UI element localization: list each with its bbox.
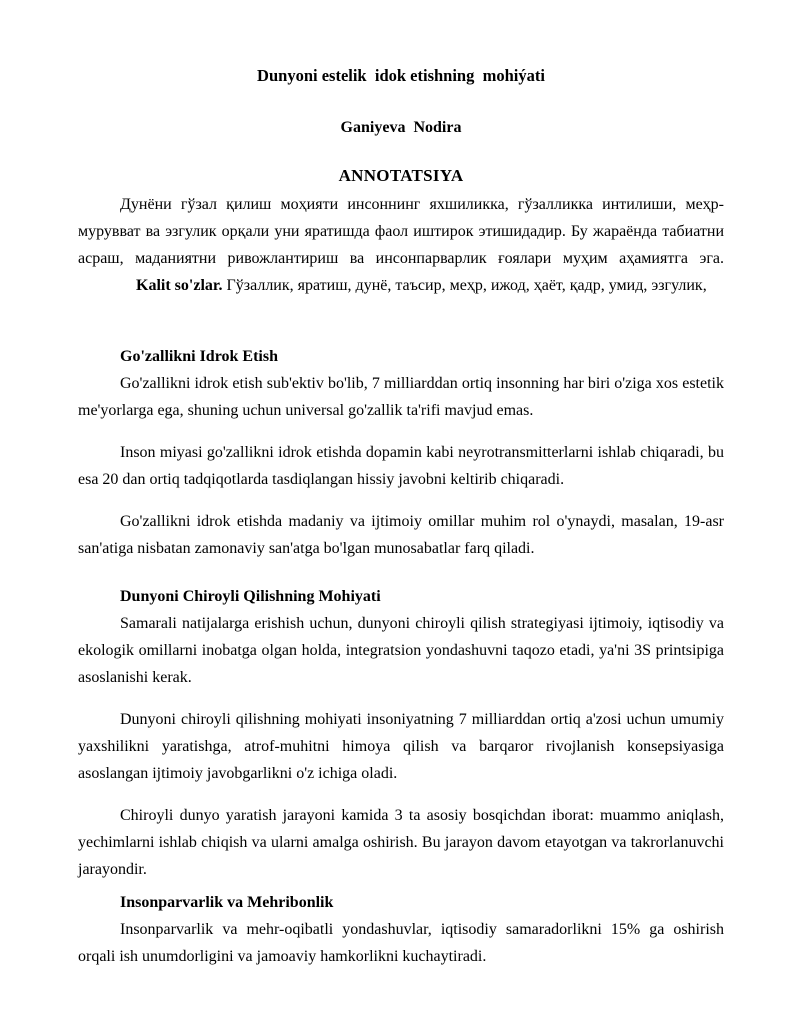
annotation-paragraph: Дунёни гўзал қилиш моҳияти инсоннинг яхшиликка, гўзалликка интилиши, меҳр-мурувват ва эзгулик орқали уни яратишда фаол иштирок этишидадир. Бу жараёнда табиатни асраш, маданиятни ривожлантириш ва инсонпарварлик ғоялари муҳим аҳамиятга эга. <box>78 196 724 267</box>
document-title: Dunyoni estelik idok etishning mohiýati <box>257 66 545 85</box>
section-heading-insonparvarlik-va-mehribonlik: Insonparvarlik va Mehribonlik <box>120 894 334 911</box>
section-dunyoni-chiroyli-qilishning-mohiyati <box>78 583 724 883</box>
keywords-text: Гўзаллик, яратиш, дунё, таъсир, меҳр, ижод, ҳаёт, қадр, умид, эзгулик, <box>222 277 707 294</box>
keywords-paragraph <box>78 272 724 299</box>
author-name: Ganiyeva Nodira <box>340 119 462 136</box>
paragraph: Go'zallikni idrok etishda madaniy va ijtimoiy omillar muhim rol o'ynaydi, masalan, 19-asr san'atiga nisbatan zamonaviy san'atga bo'lgan munosabatlar farq qiladi. <box>78 513 724 557</box>
section-insonparvarlik-va-mehribonlik <box>78 889 724 970</box>
section-heading-dunyoni-chiroyli-qilishning-mohiyati: Dunyoni Chiroyli Qilishning Mohiyati <box>120 588 381 605</box>
paragraph: Insonparvarlik va mehr-oqibatli yondashuvlar, iqtisodiy samaradorlikni 15% ga oshirish orqali ish unumdorligini va jamoaviy hamkorlikni kuchaytiradi. <box>78 921 724 965</box>
paragraph: Dunyoni chiroyli qilishning mohiyati insoniyatning 7 milliarddan ortiq a'zosi uchun umumiy yaxshilikni yaratishga, atrof-muhitni himoya qilish va barqaror rivojlanish konsepsiyasiga asoslangan ijtimoiy javobgarlikni o'z ichiga oladi. <box>78 711 724 782</box>
annotation-heading: ANNOTATSIYA <box>338 166 464 185</box>
paragraph: Chiroyli dunyo yaratish jarayoni kamida 3 ta asosiy bosqichdan iborat: muammo aniqlash, yechimlarni ishlab chiqish va ularni amalga oshirish. Bu jarayon davom etayotgan va takrorlanuvchi jarayondir. <box>78 807 724 878</box>
keywords-label: Kalit so'zlar. <box>136 277 223 294</box>
paragraph: Samarali natijalarga erishish uchun, dunyoni chiroyli qilish strategiyasi ijtimoiy, iqtisodiy va ekologik omillarni inobatga olgan holda, integratsion yondashuvni taqozo etadi, ya'ni 3S printsipiga asoslanishi kerak. <box>78 615 724 686</box>
paragraph: Inson miyasi go'zallikni idrok etishda dopamin kabi neyrotransmitterlarni ishlab chiqaradi, bu esa 20 dan ortiq tadqiqotlarda tasdiqlangan hissiy javobni keltirib chiqaradi. <box>78 444 724 488</box>
section-gozallikni-idrok-etish <box>78 343 724 562</box>
section-heading-gozallikni-idrok-etish: Go'zallikni Idrok Etish <box>120 348 278 365</box>
paragraph: Go'zallikni idrok etish sub'ektiv bo'lib, 7 milliarddan ortiq insonning har biri o'ziga xos estetik me'yorlarga ega, shuning uchun universal go'zallik ta'rifi mavjud emas. <box>78 375 724 419</box>
